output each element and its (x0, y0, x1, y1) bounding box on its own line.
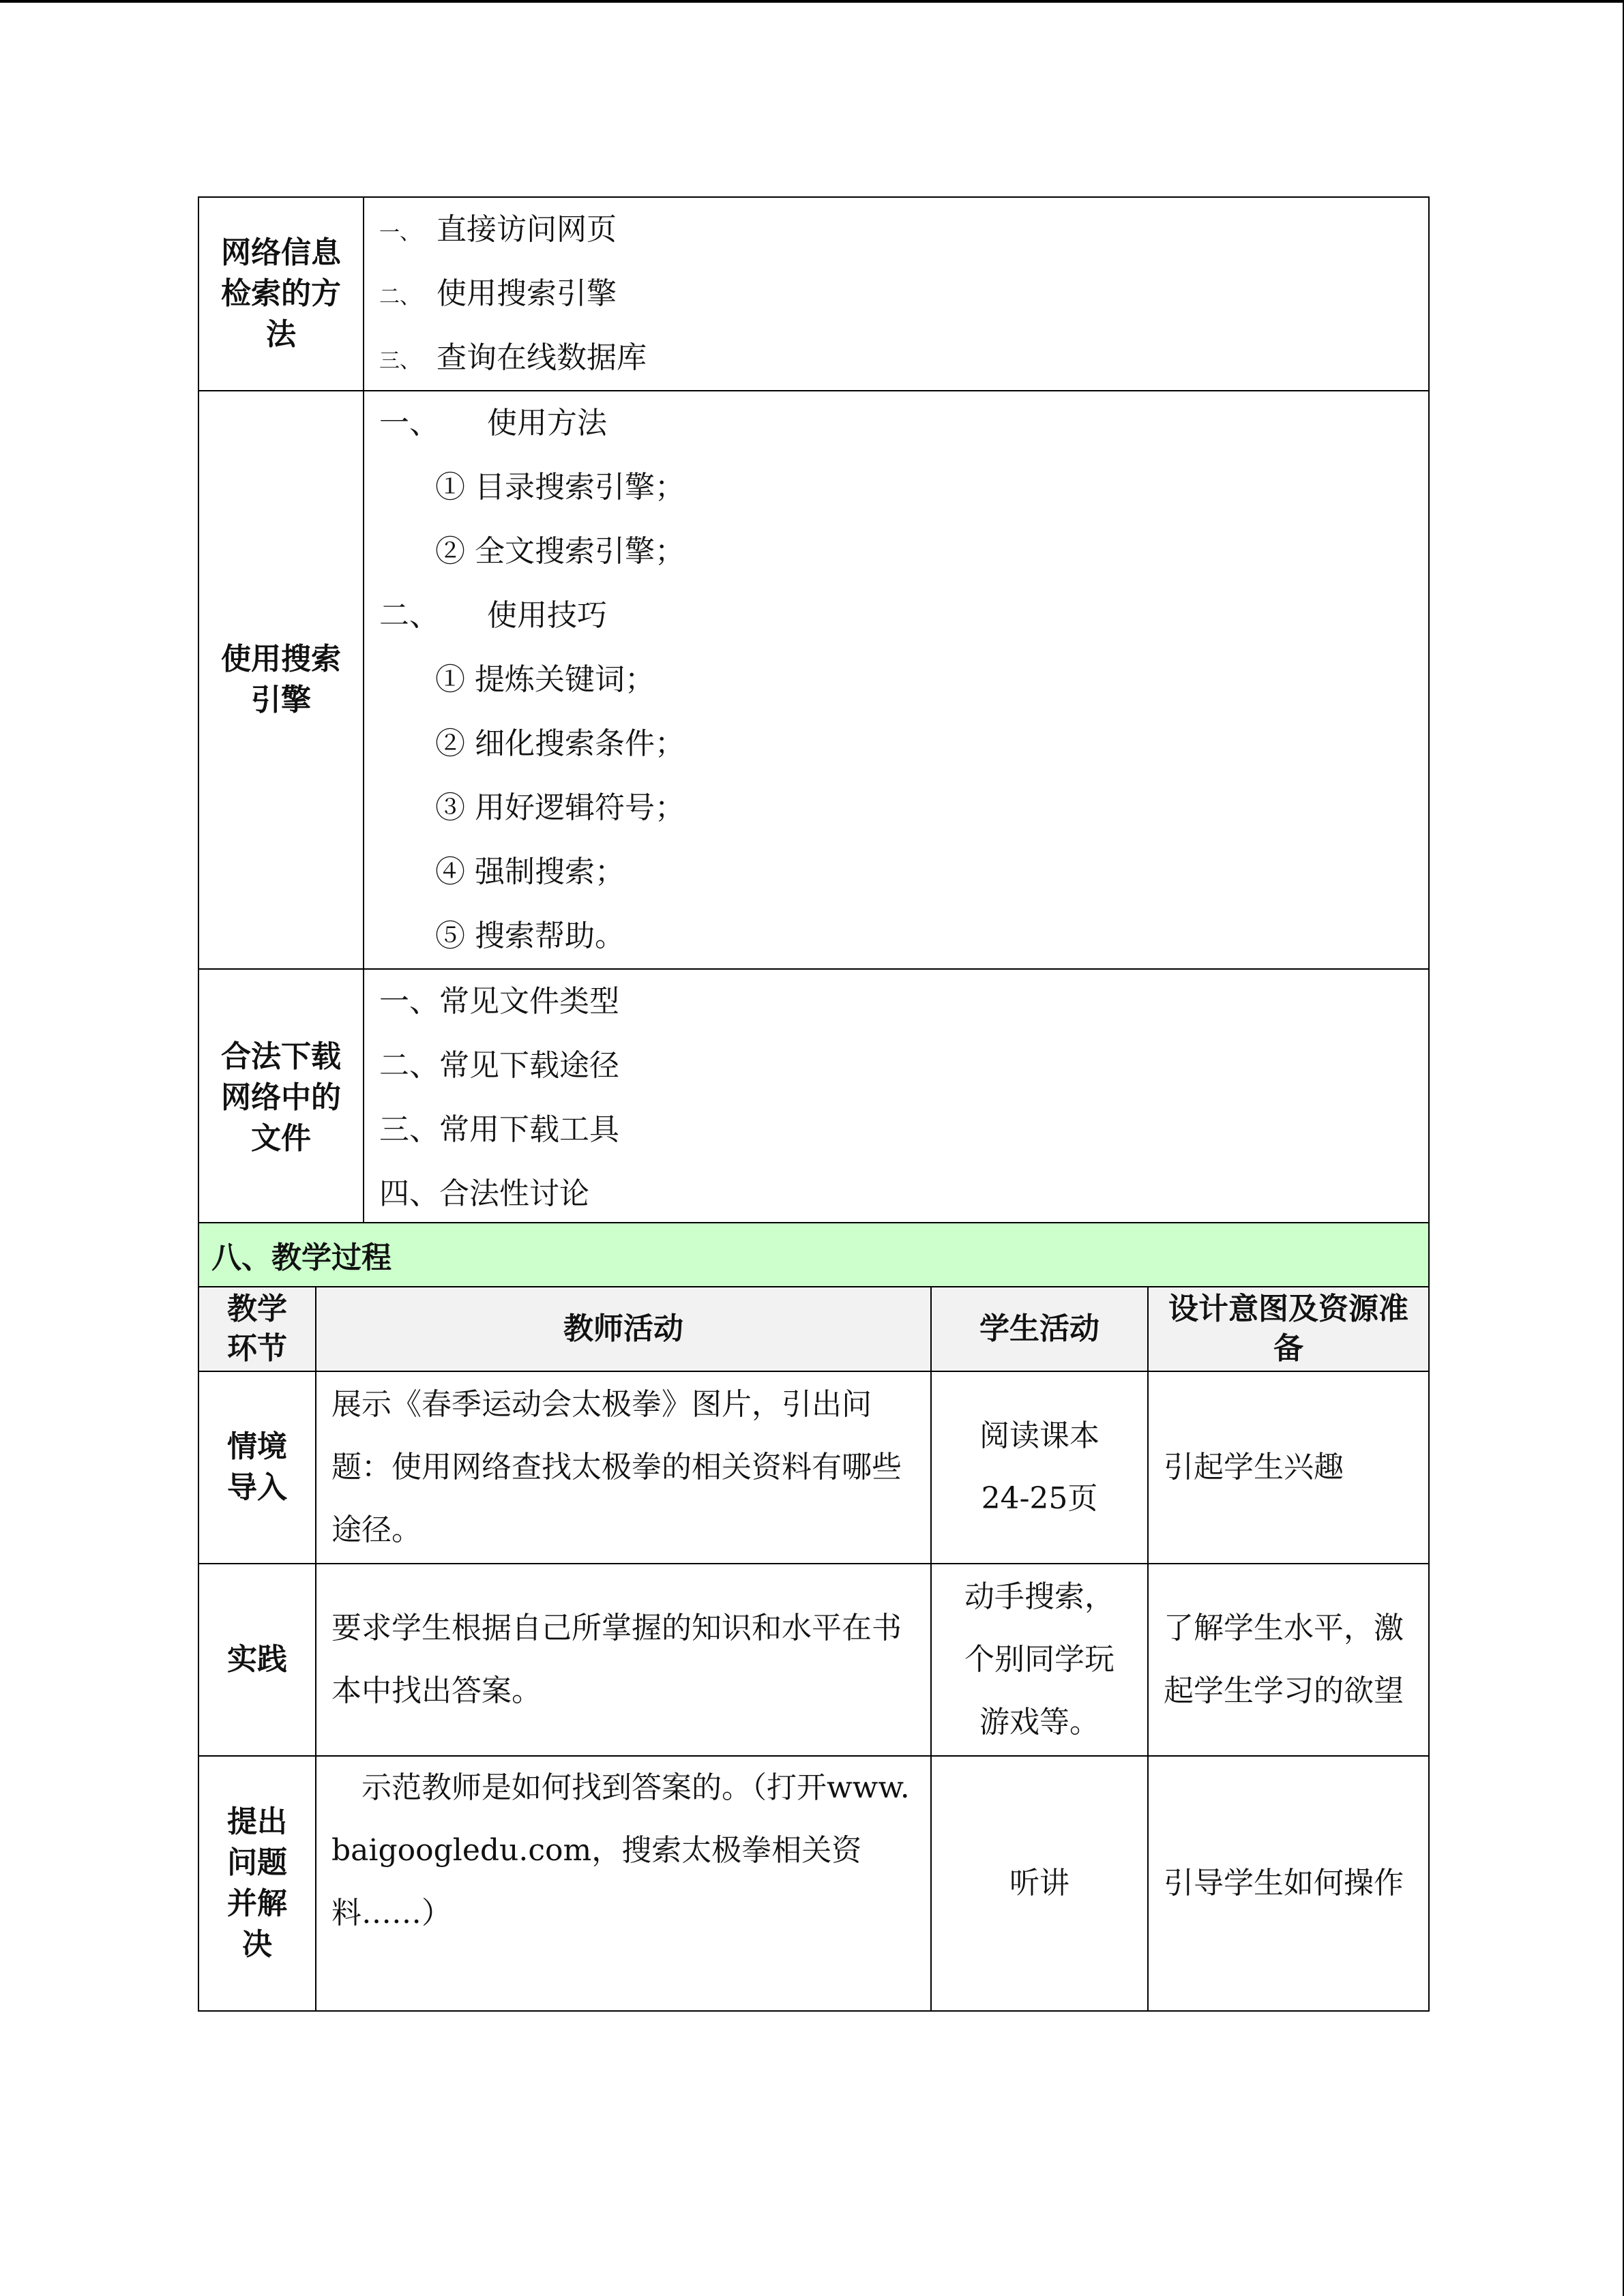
row-label-download: 合法下载网络中的文件 (198, 969, 364, 1227)
list-item: 三、常用下载工具 (379, 1112, 619, 1147)
list-item: 二、 使用搜索引擎 (379, 276, 617, 311)
download-list (364, 969, 1429, 1227)
section-header-row (198, 1223, 1429, 1287)
design-intent: 了解学生水平，激起学生学习的欲望 (1148, 1564, 1429, 1756)
table-row (198, 969, 1429, 1227)
row-label-search-engine: 使用搜索引擎 (198, 391, 364, 969)
list-item: ④ 强制搜索； (435, 854, 625, 889)
table-row (198, 1756, 1429, 2011)
table-row (198, 391, 1429, 969)
topics-table (198, 196, 1430, 1227)
student-activity: 听讲 (931, 1756, 1148, 2011)
header-stage: 教学环节 (198, 1287, 316, 1371)
list-item: 一、常见文件类型 (379, 984, 619, 1019)
list-item: ② 细化搜索条件； (435, 726, 685, 761)
teacher-activity: 要求学生根据自己所掌握的知识和水平在书本中找出答案。 (316, 1564, 931, 1756)
list-item: 一、 使用方法 (379, 406, 607, 441)
table-row (198, 1564, 1429, 1756)
list-item: ③ 用好逻辑符号； (435, 790, 685, 825)
list-item: ⑤ 搜索帮助。 (435, 919, 625, 953)
list-item: 一、 直接访问网页 (379, 212, 617, 247)
stage-cell: 提出问题并解决 (198, 1756, 316, 2011)
header-design: 设计意图及资源准备 (1148, 1287, 1429, 1371)
table-row (198, 1371, 1429, 1564)
list-item: ① 提炼关键词； (435, 662, 655, 697)
teacher-activity: 示范教师是如何找到答案的。（打开www.baigoogledu.com，搜索太极拳相关资料……） (316, 1756, 931, 2011)
header-student: 学生活动 (931, 1287, 1148, 1371)
list-item: 二、 使用技巧 (379, 598, 607, 633)
design-intent: 引导学生如何操作 (1148, 1756, 1429, 2011)
list-item: ① 目录搜索引擎； (435, 470, 685, 505)
teacher-activity: 展示《春季运动会太极拳》图片，引出问题：使用网络查找太极拳的相关资料有哪些途径。 (316, 1371, 931, 1564)
search-engine-list (364, 391, 1429, 969)
list-item: 三、 查询在线数据库 (379, 340, 647, 375)
list-item: ② 全文搜索引擎； (435, 534, 685, 569)
teaching-process-table (198, 1222, 1430, 2012)
search-methods-list (364, 197, 1429, 391)
header-row (198, 1287, 1429, 1371)
table-row (198, 197, 1429, 391)
student-activity: 动手搜索，个别同学玩游戏等。 (931, 1564, 1148, 1756)
list-item: 四、合法性讨论 (379, 1176, 589, 1211)
stage-cell: 情境导入 (198, 1371, 316, 1564)
list-item: 二、常见下载途径 (379, 1048, 619, 1083)
row-label-search-methods: 网络信息检索的方法 (198, 197, 364, 391)
header-teacher: 教师活动 (316, 1287, 931, 1371)
design-intent: 引起学生兴趣 (1148, 1371, 1429, 1564)
student-activity: 阅读课本24-25页 (931, 1371, 1148, 1564)
section-title: 八、教学过程 (198, 1223, 1429, 1287)
stage-cell: 实践 (198, 1564, 316, 1756)
